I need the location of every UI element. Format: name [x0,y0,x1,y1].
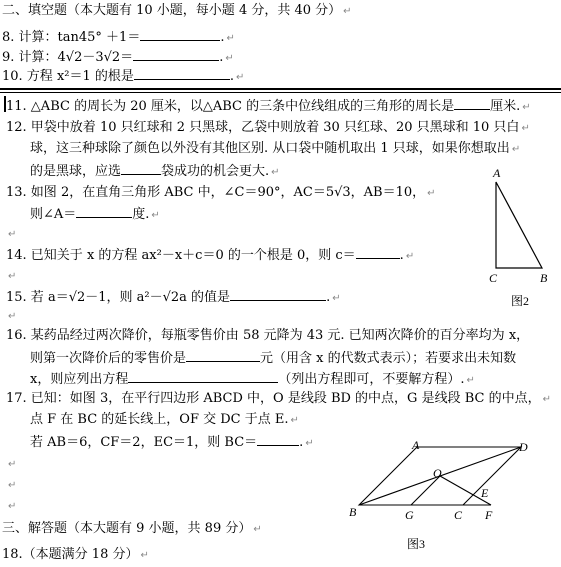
figure-3-label-f: F [485,508,493,522]
return-mark-icon: ↵ [8,480,17,491]
question-17-line-3: 若 AB＝6，CF＝2，EC＝1，则 BC＝ . ↵ [30,435,314,450]
question-12-line-1: 12. 甲袋中放着 10 只红球和 2 只黑球，乙袋中则放着 30 只红球、20 只黑球和 10 只白 ↵ [6,120,530,135]
return-mark-icon: ↵ [290,415,299,426]
figure-3-label-o: O [433,466,442,480]
figure-2-caption: 图2 [511,294,530,308]
question-13-line-2: 则∠A＝ 度. ↵ [30,207,160,222]
return-mark-icon: ↵ [236,72,245,83]
question-16-line-3: x，则应列出方程 （列出方程即可，不要解方程）. ↵ [30,372,475,387]
question-16-line-2: 则第一次降价后的零售价是 元（用含 x 的代数式表示）；若要求出未知数 [30,351,517,366]
figure-3-caption: 图3 [407,537,426,551]
return-mark-icon: ↵ [466,375,475,386]
question-17-line-2: 点 F 在 BC 的延长线上，OF 交 DC 于点 E. ↵ [30,412,299,427]
question-10: 10. 方程 x²＝1 的根是 . ↵ [2,69,245,84]
return-mark-icon: ↵ [343,6,352,17]
return-mark-icon: ↵ [511,144,521,155]
section-separator [0,92,561,93]
return-mark-icon: ↵ [427,188,436,199]
figure-2-triangle [486,168,554,308]
answer-blank[interactable] [230,288,326,301]
figure-3-label-d: D [519,440,528,454]
section-2-heading: 二、填空题（本大题有 10 小题，每小题 4 分，共 40 分） ↵ [2,3,352,18]
return-mark-icon: ↵ [8,271,17,282]
figure-2-label-a: A [493,166,501,180]
return-mark-icon: ↵ [271,167,280,178]
question-12-line-3: 的是黑球，应选 袋成功的机会更大. ↵ [30,164,280,179]
section-separator [0,88,561,90]
answer-blank[interactable] [76,205,132,218]
figure-3-label-g: G [405,508,414,522]
question-9: 9. 计算：4√2－3√2＝ . ↵ [2,50,234,65]
answer-blank[interactable] [454,97,490,110]
answer-blank[interactable] [257,433,299,446]
return-mark-icon: ↵ [8,459,17,470]
return-mark-icon: ↵ [8,311,17,322]
figure-3-label-b: B [349,505,357,519]
return-mark-icon: ↵ [522,102,531,113]
empty-paragraph [6,268,16,285]
empty-paragraph [6,226,16,243]
answer-blank[interactable] [133,48,219,61]
empty-paragraph [6,308,16,325]
return-mark-icon: ↵ [225,53,234,64]
answer-blank[interactable] [128,370,278,383]
return-mark-icon: ↵ [8,229,17,240]
answer-blank[interactable] [186,349,260,362]
figure-3-label-e: E [481,486,489,500]
question-17-line-1: 17. 已知：如图 3，在平行四边形 ABCD 中，O 是线段 BD 的中点，G 是线段 BC 的中点， ↵ [6,391,551,406]
figure-2-label-b: B [540,271,548,285]
return-mark-icon: ↵ [151,210,160,221]
return-mark-icon: ↵ [305,438,314,449]
question-12-line-2: 球，这三种球除了颜色以外没有其他区别. 从口袋中随机取出 1 只球，如果你想取出 ↵ [30,141,521,156]
question-16-line-1: 16. 某药品经过两次降价，每瓶零售价由 58 元降为 43 元. 已知两次降价的百分率均为 x， [6,328,530,343]
answer-blank[interactable] [121,162,161,175]
question-13-line-1: 13. 如图 2，在直角三角形 ABC 中，∠C＝90°，AC＝5√3，AB＝10， ↵ [6,185,436,200]
question-11: 11. △ABC 的周长为 20 厘米，以△ABC 的三条中位线组成的三角形的周长是 厘米. ↵ [6,99,531,114]
return-mark-icon: ↵ [332,293,341,304]
return-mark-icon: ↵ [226,33,235,44]
question-14: 14. 已知关于 x 的方程 ax²－x＋c＝0 的一个根是 0，则 c＝ . ↵ [6,248,415,263]
return-mark-icon: ↵ [542,394,551,405]
empty-paragraph [6,477,16,494]
return-mark-icon: ↵ [140,550,149,561]
section-3-heading: 三、解答题（本大题有 9 小题，共 89 分） ↵ [2,521,262,536]
triangle-abc [496,182,542,268]
question-15: 15. 若 a＝√2－1，则 a²－√2a 的值是 . ↵ [6,290,341,305]
return-mark-icon: ↵ [405,251,415,262]
figure-3-label-a: A [412,438,420,452]
question-18: 18.（本题满分 18 分） ↵ [2,547,149,562]
answer-blank[interactable] [140,28,220,41]
empty-paragraph [6,456,16,473]
answer-blank[interactable] [356,246,400,259]
return-mark-icon: ↵ [253,524,262,535]
return-mark-icon: ↵ [8,501,17,512]
answer-blank[interactable] [134,67,230,80]
empty-paragraph [6,498,16,515]
return-mark-icon: ↵ [521,123,530,134]
figure-2-label-c: C [489,271,498,285]
figure-3-label-c: C [454,508,463,522]
question-8: 8. 计算：tan45° ＋1＝ . ↵ [2,30,235,45]
